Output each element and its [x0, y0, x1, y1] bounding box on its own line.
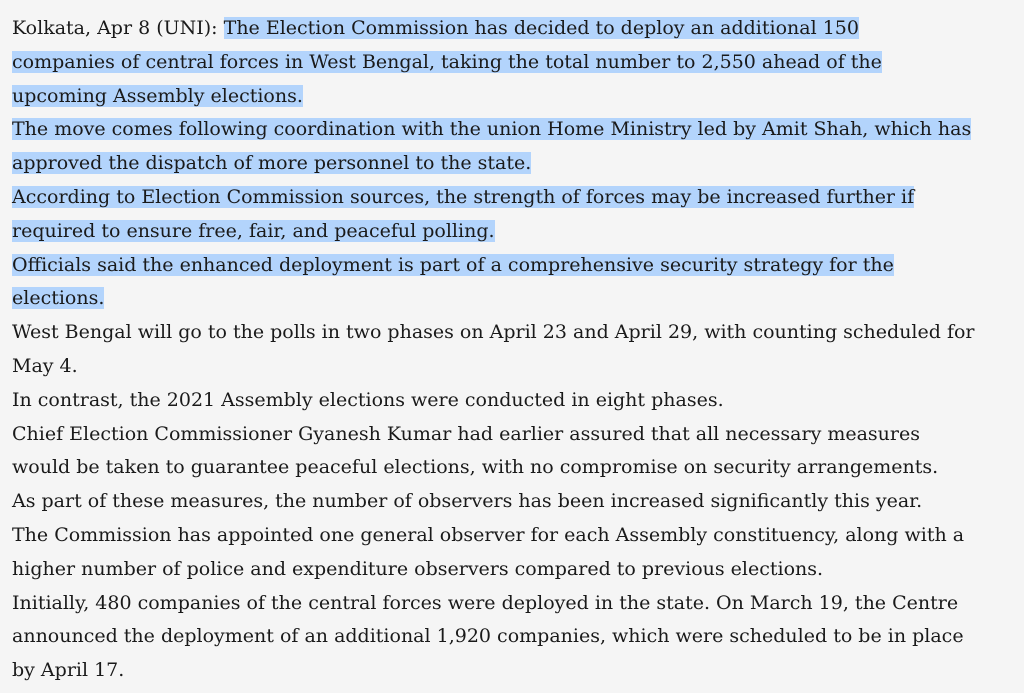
article-paragraph — [12, 113, 982, 181]
selected-text[interactable]: According to Election Commission sources, the strength of forces may be increased further if required to ensure free, fair, and peaceful polling. — [12, 185, 915, 242]
article-paragraph — [12, 12, 912, 113]
article-body — [12, 12, 1012, 688]
selected-text[interactable]: The move comes following coordination with the union Home Ministry led by Amit Shah, which has approved the dispatch of more personnel to the state. — [12, 118, 972, 175]
article-paragraph: The Commission has appointed one general observer for each Assembly constituency, along with a higher number of police and expenditure observers compared to previous elections. — [12, 523, 965, 580]
dateline: Kolkata, Apr 8 (UNI): — [12, 17, 224, 39]
article-paragraph: West Bengal will go to the polls in two phases on April 23 and April 29, with counting scheduled for May 4. — [12, 321, 975, 377]
article-paragraph: In contrast, the 2021 Assembly elections were conducted in eight phases. — [12, 388, 724, 411]
selected-text[interactable]: The Election Commission has decided to deploy an additional 150 companies of central forces in West Bengal, taking the total number to 2,550 ahead of the upcoming Assembly elections. — [12, 17, 882, 107]
article-paragraph: Chief Election Commissioner Gyanesh Kumar had earlier assured that all necessary measures would be taken to guarantee peaceful elections, with no compromise on security arrangements. — [12, 422, 939, 479]
article-paragraph — [12, 249, 932, 317]
article-paragraph: Initially, 480 companies of the central forces were deployed in the state. On March 19, the Centre announced the deployment of an additional 1,920 companies, which were scheduled to be in place by April 17. — [12, 591, 964, 682]
selected-text[interactable]: Officials said the enhanced deployment is part of a comprehensive security strategy for the elections. — [12, 253, 894, 310]
article-paragraph: As part of these measures, the number of observers has been increased significantly this year. — [12, 490, 923, 513]
article-paragraph — [12, 181, 957, 249]
